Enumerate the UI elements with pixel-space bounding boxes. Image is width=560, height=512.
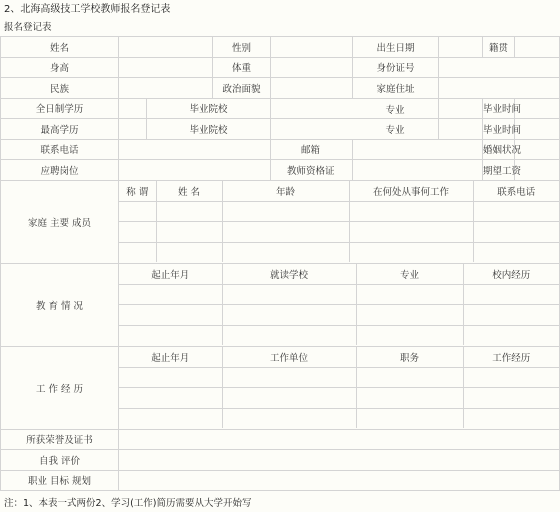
email-field[interactable] bbox=[353, 139, 483, 160]
education-cell[interactable] bbox=[463, 305, 559, 326]
family-cell[interactable] bbox=[473, 242, 559, 262]
table-row bbox=[1, 98, 560, 119]
native-label: 籍贯 bbox=[483, 37, 515, 58]
family-cell[interactable] bbox=[349, 242, 473, 262]
family-cell[interactable] bbox=[156, 222, 222, 243]
work-cell[interactable] bbox=[463, 408, 559, 428]
political-field[interactable] bbox=[271, 78, 353, 99]
table-row bbox=[119, 347, 559, 367]
work-header-title: 职务 bbox=[356, 347, 463, 367]
education-header-school: 就读学校 bbox=[222, 264, 356, 284]
work-cell[interactable] bbox=[356, 367, 463, 388]
family-cell[interactable] bbox=[349, 201, 473, 222]
political-label: 政治面貌 bbox=[213, 78, 271, 99]
work-header-experience: 工作经历 bbox=[463, 347, 559, 367]
height-field[interactable] bbox=[119, 57, 213, 78]
self-eval-field[interactable] bbox=[119, 450, 560, 471]
gender-field[interactable] bbox=[271, 37, 353, 58]
family-cell[interactable] bbox=[119, 201, 156, 222]
family-cell[interactable] bbox=[473, 201, 559, 222]
family-cell[interactable] bbox=[222, 201, 349, 222]
native-field[interactable] bbox=[515, 37, 560, 58]
address-label: 家庭住址 bbox=[353, 78, 439, 99]
family-grid bbox=[119, 181, 559, 262]
weight-field[interactable] bbox=[271, 57, 353, 78]
registration-table bbox=[0, 36, 560, 491]
weight-label: 体重 bbox=[213, 57, 271, 78]
position-label: 应聘岗位 bbox=[1, 160, 119, 181]
email-label: 邮箱 bbox=[271, 139, 353, 160]
phone-field[interactable] bbox=[119, 139, 271, 160]
education-section bbox=[1, 263, 560, 346]
table-row bbox=[1, 470, 560, 491]
education-cell[interactable] bbox=[222, 325, 356, 345]
self-eval-label: 自我 评价 bbox=[1, 450, 119, 471]
work-cell[interactable] bbox=[119, 367, 222, 388]
table-row bbox=[119, 325, 559, 345]
education-cell[interactable] bbox=[356, 325, 463, 345]
grad-time2-label: 毕业时间 bbox=[483, 119, 515, 140]
major-field[interactable] bbox=[439, 98, 483, 119]
education-cell[interactable] bbox=[222, 284, 356, 305]
education-cell[interactable] bbox=[119, 325, 222, 345]
education-grid bbox=[119, 264, 559, 345]
work-cell[interactable] bbox=[222, 388, 356, 409]
work-grid-cell bbox=[119, 346, 560, 429]
major2-label: 专业 bbox=[385, 125, 405, 136]
table-row bbox=[119, 388, 559, 409]
family-cell[interactable] bbox=[222, 242, 349, 262]
work-cell[interactable] bbox=[222, 367, 356, 388]
table-row bbox=[119, 367, 559, 388]
awards-label: 所获荣誉及证书 bbox=[1, 429, 119, 450]
major-label: 专业 bbox=[385, 104, 405, 116]
work-cell[interactable] bbox=[356, 408, 463, 428]
education-grid-cell bbox=[119, 263, 560, 346]
marital-field[interactable] bbox=[515, 139, 560, 160]
work-cell[interactable] bbox=[119, 408, 222, 428]
work-cell[interactable] bbox=[463, 388, 559, 409]
family-label: 家庭 主要 成员 bbox=[1, 180, 119, 263]
salary-field[interactable] bbox=[515, 160, 560, 181]
education-label: 教 育 情 况 bbox=[1, 263, 119, 346]
education-cell[interactable] bbox=[119, 284, 222, 305]
fulltime-edu-field[interactable] bbox=[119, 98, 147, 119]
table-row bbox=[119, 408, 559, 428]
table-row bbox=[119, 222, 559, 243]
career-label: 职业 目标 规划 bbox=[1, 470, 119, 491]
education-cell[interactable] bbox=[356, 284, 463, 305]
form-subheading: 报名登记表 bbox=[4, 22, 52, 33]
grad-school2-label: 毕业院校 bbox=[147, 119, 271, 140]
grad-time2-field[interactable] bbox=[515, 119, 560, 140]
family-header-work: 在何处从事何工作 bbox=[349, 181, 473, 201]
family-header-name: 姓 名 bbox=[156, 181, 222, 201]
idcard-field[interactable] bbox=[439, 57, 560, 78]
name-label: 姓名 bbox=[1, 37, 119, 58]
work-label: 工 作 经 历 bbox=[1, 346, 119, 429]
education-cell[interactable] bbox=[119, 305, 222, 326]
teacher-cert-field[interactable] bbox=[353, 160, 483, 181]
highest-edu-field[interactable] bbox=[119, 119, 147, 140]
table-row bbox=[119, 305, 559, 326]
education-header-period: 起止年月 bbox=[119, 264, 222, 284]
name-field[interactable] bbox=[119, 37, 213, 58]
education-cell[interactable] bbox=[463, 284, 559, 305]
table-row bbox=[1, 139, 560, 160]
table-row bbox=[1, 429, 560, 450]
family-cell[interactable] bbox=[119, 222, 156, 243]
table-row bbox=[1, 119, 560, 140]
table-row bbox=[119, 264, 559, 284]
grad-school-field[interactable] bbox=[271, 98, 439, 119]
family-cell[interactable] bbox=[473, 222, 559, 243]
family-section bbox=[1, 180, 560, 263]
work-header-employer: 工作单位 bbox=[222, 347, 356, 367]
table-row bbox=[119, 242, 559, 262]
work-section bbox=[1, 346, 560, 429]
education-cell[interactable] bbox=[222, 305, 356, 326]
table-row bbox=[1, 57, 560, 78]
family-cell[interactable] bbox=[156, 201, 222, 222]
education-cell[interactable] bbox=[356, 305, 463, 326]
height-label: 身高 bbox=[1, 57, 119, 78]
address-field[interactable] bbox=[439, 78, 560, 99]
major2-field[interactable] bbox=[439, 119, 483, 140]
fulltime-edu-label: 全日制学历 bbox=[1, 98, 119, 119]
form-heading: 2、北海高级技工学校教师报名登记表 bbox=[4, 4, 171, 15]
work-cell[interactable] bbox=[222, 408, 356, 428]
idcard-label: 身份证号 bbox=[353, 57, 439, 78]
grad-school2-field[interactable] bbox=[271, 119, 439, 140]
grad-time-field[interactable] bbox=[515, 98, 560, 119]
position-field[interactable] bbox=[119, 160, 271, 181]
table-row bbox=[1, 37, 560, 58]
family-cell[interactable] bbox=[119, 242, 156, 262]
table-row bbox=[1, 160, 560, 181]
family-header-age: 年龄 bbox=[222, 181, 349, 201]
work-cell[interactable] bbox=[463, 367, 559, 388]
table-row bbox=[119, 201, 559, 222]
work-cell[interactable] bbox=[356, 388, 463, 409]
grad-time-label: 毕业时间 bbox=[483, 98, 515, 119]
teacher-cert-label: 教师资格证 bbox=[271, 160, 353, 181]
family-cell[interactable] bbox=[156, 242, 222, 262]
salary-label: 期望工资 bbox=[483, 160, 515, 181]
family-cell[interactable] bbox=[349, 222, 473, 243]
work-grid bbox=[119, 347, 559, 428]
marital-label: 婚姻状况 bbox=[483, 139, 515, 160]
footnote: 注：1、本表一式两份2、学习(工作)简历需要从大学开始写 bbox=[4, 498, 252, 509]
table-row bbox=[119, 284, 559, 305]
awards-field[interactable] bbox=[119, 429, 560, 450]
ethnic-field[interactable] bbox=[119, 78, 213, 99]
work-cell[interactable] bbox=[119, 388, 222, 409]
education-header-experience: 校内经历 bbox=[463, 264, 559, 284]
highest-edu-label: 最高学历 bbox=[1, 119, 119, 140]
work-header-period: 起止年月 bbox=[119, 347, 222, 367]
ethnic-label: 民族 bbox=[1, 78, 119, 99]
table-row bbox=[1, 78, 560, 99]
birth-field[interactable] bbox=[439, 37, 483, 58]
family-header-phone: 联系电话 bbox=[473, 181, 559, 201]
family-grid-cell bbox=[119, 180, 560, 263]
family-header-title: 称 谓 bbox=[119, 181, 156, 201]
birth-label: 出生日期 bbox=[353, 37, 439, 58]
gender-label: 性别 bbox=[213, 37, 271, 58]
education-header-major: 专业 bbox=[356, 264, 463, 284]
table-row bbox=[119, 181, 559, 201]
family-cell[interactable] bbox=[222, 222, 349, 243]
table-row bbox=[1, 450, 560, 471]
career-field[interactable] bbox=[119, 470, 560, 491]
phone-label: 联系电话 bbox=[1, 139, 119, 160]
education-cell[interactable] bbox=[463, 325, 559, 345]
grad-school-label: 毕业院校 bbox=[147, 98, 271, 119]
